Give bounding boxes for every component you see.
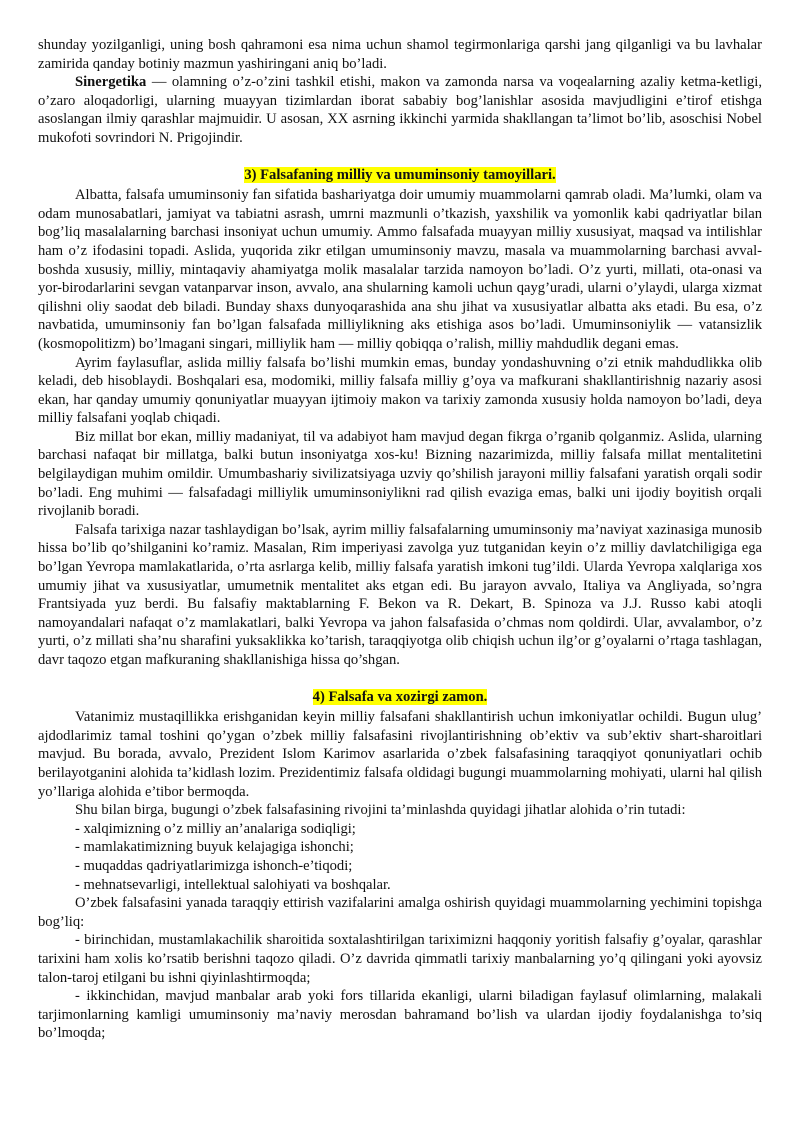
task-item: - birinchidan, mustamlakachilik sharoitida soxtalashtirilgan tariximizni haqqoniy yoritish falsafiy g’oyalar, qarashlar tarixini ham xolis ko’rsatib berishni taqozo qiladi. O’z davrida qimmatli tarixiy manbalarning yo’q qilingani yoki ayovsiz talon-taroj etilgani bu ishni qiyinlashtirmoqda; [38, 932, 762, 986]
section-3-heading-text: 3) Falsafaning milliy va umuminsoniy tamoyillari. [244, 166, 556, 183]
section-4-paragraph: Vatanimiz mustaqillikka erishganidan keyin milliy falsafani shakllantirish uchun imkoniyatlar ochildi. Bugun ulug’ ajdodlarimiz tamal toshini qo’ygan o’zbek milliy falsafasini rivojlantirishning ob’ektiv va sub’ektiv shart-sharoitlari mavjud. Bu borada, avvalo, Prezident Islom Karimov asarlarida o’zbek falsafasining taraqqiyot qonuniyatlari ochib berilayotganini alohida ta’kidlash lozim. Prezidentimiz falsafa oldidagi bugungi muammolarning mohiyati, ularni hal qilish yo’llariga alohida e’tibor bermoqda. [38, 709, 762, 800]
list-item: - xalqimizning o’z milliy an’analariga sodiqligi; [75, 820, 356, 837]
section-4-heading-text: 4) Falsafa va xozirgi zamon. [312, 688, 488, 705]
section-3-paragraph: Biz millat bor ekan, milliy madaniyat, til va adabiyot ham mavjud degan fikrga o’rganib qolganmiz. Aslida, ularning barchasi nafaqat bir millatga, balki butun insoniyatga xos-ku! Bizning nazarimizda, milliy falsafa millat mentalitetini belgilaydigan muhim omildir. Umumbashariy sivilizatsiyaga uzviy qo’shilish jarayoni milliy falsafani yaratish orqali sodir bo’ladi. Eng muhimi — falsafadagi milliylik umuminsoniylikni rad qilish evaziga emas, balki uni ijodiy boyitish orqali rivojlanib boradi. [38, 428, 762, 520]
term-sinergetika: Sinergetika [75, 74, 147, 91]
list-item: - muqaddas qadriyatlarimizga ishonch-e’tiqodi; [75, 857, 353, 874]
intro-paragraph: shunday yozilganligi, uning bosh qahramoni esa nima uchun shamol tegirmonlariga qarshi jang qilganligi va bu lavhalar zamirida qanday botiniy mazmun yashiringani aniq bo’ladi. [38, 37, 762, 72]
list-item: - mamlakatimizning buyuk kelajagiga ishonchi; [75, 839, 354, 856]
list-item: - mehnatsevarligi, intellektual salohiyati va boshqalar. [75, 876, 391, 893]
section-3-paragraph: Albatta, falsafa umuminsoniy fan sifatida bashariyatga doir umumiy muammolarni qamrab oladi. Ma’lumki, olam va odam munosabatlari, jamiyat va tabiatni asrash, umrni mazmunli o’tkazish, yaxshilik va yomonlik kabi qadriyatlar bilan bog’liq masalalarning barchasi insoniyat uchun umumiy. Ammo falsafada muayyan milliy xususiyat, maqsad va intilishlar ham o’z ifodasini topadi. Aslida, yuqorida zikr etilgan umuminsoniy mavzu, masala va muammolarning barchasi avval-boshda xususiy, milliy, mintaqaviy ahamiyatga molik masalalar tarzida namoyon bo’ladi. O’z yurti, millati, ota-onasi va yor-birodarlarini sevgan vatanparvar inson, avvalo, ana shularning kamoli uchun qayg’uradi, ularni o’ylaydi, ularga xizmat qilishni oliy saodat deb biladi. Bunday shaxs dunyoqarashida ana shu jihat va xususiyatlar albatta aks etadi. Bu esa, o’z navbatida, umuminsoniy fan bo’lgan falsafada milliylikning aks etishiga asos bo’ladi. Umuminsoniylik — vatansizlik (kosmopolitizm) bo’lmagani singari, milliylik ham — milliy qobiqqa o’ralish, milliy mahdudlik degani emas. [38, 187, 762, 352]
sinergetika-definition: — olamning o’z-o’zini tashkil etishi, makon va zamonda narsa va voqealarning azaliy ketma-ketligi, o’zaro aloqadorligi, ularning muayyan tizimlardan iborat sababiy bog’lanishlar asosida mavjudligini e’tirof etishga asoslangan ilmiy qarashlar majmuidir. U asosan, XX asrning ikkinchi yarmida shakllangan ta’limot bo’lib, asoschisi Nobel mukofoti sovrindori N. Prigojindir. [38, 74, 762, 146]
section-3-paragraph: Falsafa tarixiga nazar tashlaydigan bo’lsak, ayrim milliy falsafalarning umuminsoniy ma’naviyat xazinasiga munosib hissa bo’lib qo’shilganini ko’ramiz. Masalan, Rim imperiyasi zavolga yuz tutganidan keyin o’z milliy davlatchiligiga ega bo’lgan Yevropa mamlakatlarida, o’rta asrlarga kelib, milliy falsafa yaratish imkoni tug’ildi. Ularda Yevropa xalqlariga xos umumiy jihat va xususiyatlar, umumetnik mentalitet aks etgan edi. Bu jarayon avvalo, Italiya va Angliyada, so’ngra Frantsiyada yuz berdi. Bu falsafiy maktablarning F. Bekon va R. Dekart, B. Spinoza va J.J. Russo kabi atoqli namoyandalari nafaqat o’z mamlakatlari, balki Yevropa va jahon falsafasida o’chmas nom qoldirdi. Ular, avvalambor, o’z yurti, o’z millati sha’nu sharafini yuksaklikka ko’tarish, taraqqiyotga olib chiqish uchun ilg’or g’oyalarni o’rtaga tashlagan, davr taqozo etgan mafkuraning shakllanishiga hissa qo’shgan. [38, 521, 762, 668]
task-item: - ikkinchidan, mavjud manbalar arab yoki fors tillarida ekanligi, ularni biladigan faylasuf olimlarning, malakali tarjimonlarning kamligi umuminsoniy ma’naviy merosdan bahramand bo’lish va ulardan ijodiy foydalanishga to’siq bo’lmoqda; [38, 988, 762, 1042]
section-4-paragraph: O’zbek falsafasini yanada taraqqiy ettirish vazifalarini amalga oshirish quyidagi muammolarning yechimini topishga bog’liq: [38, 895, 762, 930]
section-4-paragraph: Shu bilan birga, bugungi o’zbek falsafasining rivojini ta’minlashda quyidagi jihatlar alohida o’rin tutadi: [75, 802, 686, 819]
section-3-paragraph: Ayrim faylasuflar, aslida milliy falsafa bo’lishi mumkin emas, bunday yondashuvning o’zi etnik mahdudlikka olib keladi, deb hisoblaydi. Boshqalari esa, modomiki, milliy falsafa milliy g’oya va mafkurani shakllantirishnig nazariy asosi ekan, har qanday umumiy qonuniyatlar muayyan ijtimoiy makon va tarixiy zamonda xususiy holda namoyon bo’ladi, deya milliy falsafani yoqlab chiqadi. [38, 354, 762, 427]
section-4-heading [38, 688, 762, 707]
section-3-heading [38, 166, 762, 185]
sinergetika-paragraph [38, 73, 762, 147]
document-page [38, 36, 762, 1043]
